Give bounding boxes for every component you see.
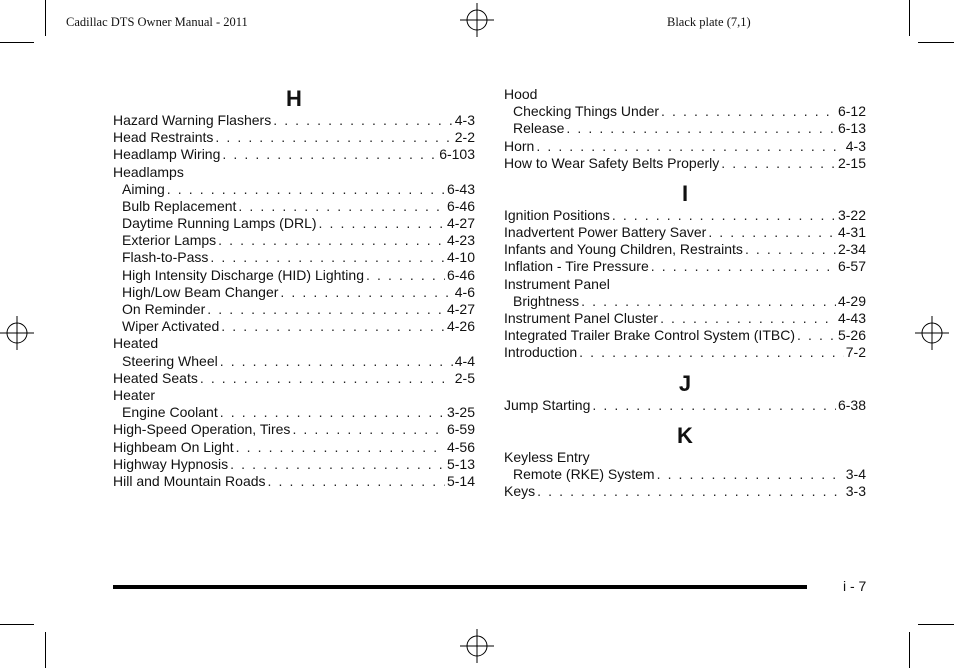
- section-letter: I: [681, 180, 689, 206]
- entry-page-ref[interactable]: 5-13: [446, 455, 475, 472]
- entry-page-ref[interactable]: 3-22: [837, 206, 866, 223]
- index-subentry: [113, 198, 475, 215]
- leader-dots: [230, 456, 445, 473]
- entry-page-ref[interactable]: 4-23: [446, 232, 475, 249]
- index-subentry: [113, 250, 475, 267]
- entry-page-ref[interactable]: 6-46: [446, 266, 475, 283]
- entry-page-ref[interactable]: 6-38: [837, 396, 866, 413]
- entry-page-ref[interactable]: 7-2: [845, 344, 866, 361]
- entry-label: Keys: [504, 483, 536, 500]
- footer-rule: [113, 585, 807, 589]
- index-subentry: [113, 284, 475, 301]
- section-gap: [504, 172, 866, 181]
- entry-label: Remote (RKE) System: [513, 465, 655, 482]
- index-entry: [504, 327, 866, 344]
- entry-label: Integrated Trailer Brake Control System (ITBC): [504, 327, 795, 344]
- index-subentry: [113, 267, 475, 284]
- index-entry: [113, 473, 475, 490]
- leader-dots: [708, 224, 836, 241]
- leader-dots: [537, 483, 844, 500]
- entry-label: Highway Hypnosis: [113, 455, 229, 472]
- leader-dots: [612, 207, 836, 224]
- entry-label: Horn: [504, 137, 535, 154]
- index-entry: [113, 146, 475, 163]
- entry-label: Daytime Running Lamps (DRL): [122, 215, 317, 232]
- entry-label: Steering Wheel: [122, 352, 218, 369]
- page-number: i - 7: [843, 578, 867, 594]
- leader-dots: [273, 112, 453, 129]
- index-entry: [504, 224, 866, 241]
- index-subentry: [504, 466, 866, 483]
- index-entry: [504, 138, 866, 155]
- leader-dots: [220, 404, 445, 421]
- crop-mark: [918, 42, 954, 43]
- entry-label: Heated Seats: [113, 369, 198, 386]
- entry-label: Highbeam On Light: [113, 438, 234, 455]
- index-entry: [113, 456, 475, 473]
- leader-dots: [660, 310, 836, 327]
- entry-label: Head Restraints: [113, 129, 214, 146]
- entry-label: Exterior Lamps: [122, 232, 217, 249]
- leader-dots: [207, 301, 445, 318]
- entry-label: Brightness: [513, 292, 580, 309]
- entry-label: How to Wear Safety Belts Properly: [504, 154, 720, 171]
- entry-page-ref[interactable]: 4-29: [837, 292, 866, 309]
- index-entry: [504, 207, 866, 224]
- leader-dots: [661, 103, 836, 120]
- entry-page-ref[interactable]: 4-6: [454, 283, 475, 300]
- leader-dots: [651, 258, 836, 275]
- crop-mark: [45, 632, 46, 668]
- leader-dots: [236, 439, 445, 456]
- entry-label: Bulb Replacement: [122, 197, 237, 214]
- index-entry: [504, 155, 866, 172]
- registration-mark-icon: [915, 316, 949, 350]
- index-heading: Instrument Panel: [504, 275, 610, 292]
- index-entry: [113, 421, 475, 438]
- leader-dots: [218, 232, 445, 249]
- entry-label: Introduction: [504, 344, 578, 361]
- section-gap: [504, 414, 866, 423]
- crop-mark: [909, 632, 910, 668]
- index-entry: [504, 259, 866, 276]
- entry-page-ref[interactable]: 4-10: [446, 249, 475, 266]
- leader-dots: [268, 473, 445, 490]
- entry-page-ref[interactable]: 4-56: [446, 438, 475, 455]
- entry-label: Flash-to-Pass: [122, 249, 209, 266]
- entry-page-ref[interactable]: 3-3: [845, 483, 866, 500]
- crop-mark: [0, 624, 34, 625]
- leader-dots: [566, 120, 836, 137]
- entry-page-ref[interactable]: 2-5: [454, 369, 475, 386]
- crop-mark: [909, 0, 910, 36]
- index-entry: [504, 483, 866, 500]
- index-subentry: [113, 318, 475, 335]
- index-entry: [113, 112, 475, 129]
- entry-label: High Intensity Discharge (HID) Lighting: [122, 266, 364, 283]
- entry-label: Wiper Activated: [122, 318, 220, 335]
- entry-page-ref[interactable]: 4-43: [837, 310, 866, 327]
- entry-page-ref[interactable]: 4-31: [837, 224, 866, 241]
- entry-page-ref[interactable]: 5-26: [837, 327, 866, 344]
- leader-dots: [797, 327, 836, 344]
- index-subentry: [113, 301, 475, 318]
- index-entry: [113, 439, 475, 456]
- crop-mark: [918, 624, 954, 625]
- crop-mark: [0, 42, 34, 43]
- leader-dots: [222, 146, 437, 163]
- leader-dots: [721, 155, 836, 172]
- registration-mark-icon: [460, 3, 494, 37]
- index-subentry: [113, 215, 475, 232]
- entry-label: Inadvertent Power Battery Saver: [504, 224, 707, 241]
- leader-dots: [238, 198, 445, 215]
- index-subentry: [113, 232, 475, 249]
- leader-dots: [366, 267, 445, 284]
- entry-label: Release: [513, 120, 565, 137]
- leader-dots: [292, 421, 445, 438]
- index-heading: Heater: [113, 387, 156, 403]
- entry-label: On Reminder: [122, 301, 206, 318]
- index-entry: [113, 370, 475, 387]
- entry-page-ref[interactable]: 4-3: [454, 111, 475, 128]
- entry-label: Infants and Young Children, Restraints: [504, 241, 743, 258]
- index-heading: Heated: [113, 335, 159, 352]
- leader-dots: [215, 129, 452, 146]
- leader-dots: [200, 370, 453, 387]
- entry-label: Aiming: [122, 180, 165, 197]
- registration-mark-icon: [460, 629, 494, 663]
- leader-dots: [579, 344, 844, 361]
- index-entry: [504, 344, 866, 361]
- leader-dots: [221, 318, 445, 335]
- leader-dots: [280, 284, 452, 301]
- entry-page-ref[interactable]: 3-25: [446, 404, 475, 421]
- entry-page-ref[interactable]: 6-13: [837, 120, 866, 137]
- entry-label: Ignition Positions: [504, 206, 610, 223]
- leader-dots: [592, 397, 836, 414]
- section-letter: J: [678, 370, 692, 396]
- running-header-left: Cadillac DTS Owner Manual - 2011: [66, 15, 248, 29]
- entry-page-ref[interactable]: 5-14: [446, 472, 475, 489]
- leader-dots: [536, 138, 843, 155]
- entry-label: Jump Starting: [504, 396, 591, 413]
- registration-mark-icon: [0, 316, 34, 350]
- section-gap: [504, 362, 866, 371]
- index-entry: [504, 241, 866, 258]
- leader-dots: [210, 249, 445, 266]
- entry-page-ref[interactable]: 3-4: [845, 465, 866, 482]
- index-subentry: [504, 120, 866, 137]
- entry-page-ref[interactable]: 4-27: [446, 215, 475, 232]
- entry-page-ref[interactable]: 2-2: [454, 129, 475, 146]
- section-letter: K: [677, 422, 693, 448]
- section-letter: H: [286, 86, 302, 111]
- entry-label: High-Speed Operation, Tires: [113, 421, 291, 438]
- entry-page-ref[interactable]: 6-12: [837, 103, 866, 120]
- entry-page-ref[interactable]: 6-103: [439, 146, 475, 163]
- index-subentry: [504, 103, 866, 120]
- entry-label: Headlamp Wiring: [113, 146, 221, 163]
- index-subentry: [504, 293, 866, 310]
- index-heading: Headlamps: [113, 163, 184, 180]
- entry-page-ref[interactable]: 6-46: [446, 197, 475, 214]
- entry-page-ref[interactable]: 4-3: [845, 137, 866, 154]
- leader-dots: [319, 215, 445, 232]
- crop-mark: [45, 0, 46, 36]
- entry-page-ref[interactable]: 4-4: [454, 352, 475, 369]
- leader-dots: [745, 241, 836, 258]
- entry-label: Hill and Mountain Roads: [113, 472, 266, 489]
- entry-page-ref[interactable]: 4-26: [446, 318, 475, 335]
- index-heading: Keyless Entry: [504, 448, 590, 465]
- index-subentry: [113, 181, 475, 198]
- index-entry: [504, 310, 866, 327]
- leader-dots: [167, 181, 445, 198]
- entry-page-ref[interactable]: 6-43: [446, 180, 475, 197]
- index-subentry: [113, 404, 475, 421]
- entry-page-ref[interactable]: 6-59: [446, 421, 475, 438]
- entry-page-ref[interactable]: 2-15: [837, 154, 866, 171]
- leader-dots: [220, 353, 453, 370]
- leader-dots: [581, 293, 836, 310]
- entry-label: High/Low Beam Changer: [122, 283, 279, 300]
- index-entry: [504, 397, 866, 414]
- index-heading: Hood: [504, 86, 538, 102]
- entry-label: Instrument Panel Cluster: [504, 310, 659, 327]
- entry-label: Inflation - Tire Pressure: [504, 258, 649, 275]
- entry-page-ref[interactable]: 4-27: [446, 301, 475, 318]
- index-entry: [113, 129, 475, 146]
- index-column-right: [504, 86, 866, 500]
- index-subentry: [113, 353, 475, 370]
- entry-page-ref[interactable]: 2-34: [837, 241, 866, 258]
- running-header-right: Black plate (7,1): [667, 15, 751, 29]
- entry-label: Hazard Warning Flashers: [113, 111, 272, 128]
- entry-page-ref[interactable]: 6-57: [837, 258, 866, 275]
- entry-label: Engine Coolant: [122, 404, 218, 421]
- entry-label: Checking Things Under: [513, 103, 660, 120]
- leader-dots: [657, 466, 844, 483]
- index-column-left: [113, 86, 475, 490]
